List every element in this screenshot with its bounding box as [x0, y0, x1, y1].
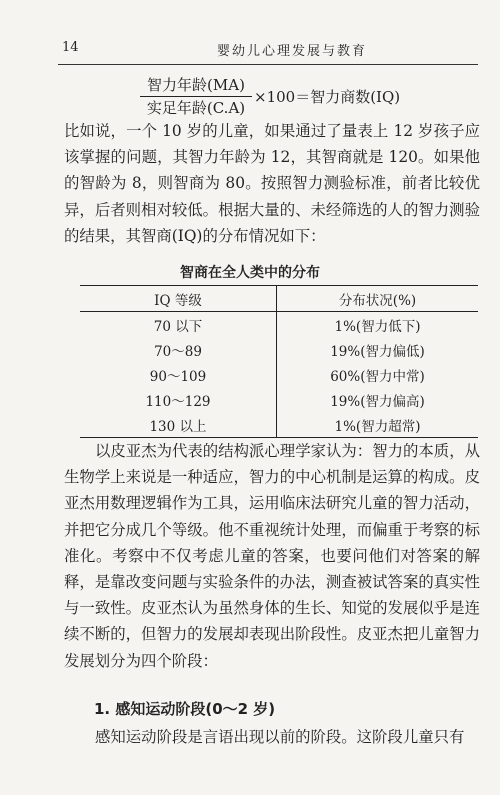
iq-level-cell: 130 以上 [80, 412, 277, 438]
paragraph-piaget-text: 以皮亚杰为代表的结构派心理学家认为：智力的本质，从生物学上来说是一种适应，智力的中心机制是运算的构成。皮亚杰用数理逻辑作为工具，运用临床法研究儿童的智力活动，并把它分成几个等级。他不重视统计处理，而偏重于考察的标准化。考察中不仅考虑儿童的答案，也要问他们对答案的解释，是靠改变问题与实验条件的办法，测查被试答案的真实性与一致性。皮亚杰认为虽然身体的生长、知觉的发展似乎是连续不断的，但智力的发展却表现出阶段性。皮亚杰把儿童智力发展划分为四个阶段： [64, 442, 480, 670]
paragraph-sensorimotor-text: 感知运动阶段是言语出现以前的阶段。这阶段儿童只有 [95, 728, 465, 746]
table-row [80, 337, 478, 362]
formula-numerator: 智力年龄(MA) [140, 74, 252, 97]
table-row [80, 312, 478, 338]
table-row [80, 387, 478, 412]
column-header-iq-level: IQ 等级 [80, 286, 277, 312]
paragraph-piaget [64, 438, 480, 674]
formula-fraction [140, 74, 252, 119]
table-title: 智商在全人类中的分布 [180, 265, 320, 281]
formula-denominator: 实足年龄(C.A) [146, 99, 246, 117]
formula-result: ×100＝智力商数(IQ) [254, 88, 401, 106]
iq-level-cell: 70 以下 [80, 312, 277, 338]
table-header-row [80, 286, 478, 312]
distribution-cell: 19%(智力偏低) [330, 343, 425, 360]
distribution-cell: 60%(智力中常) [330, 368, 425, 385]
distribution-cell: 1%(智力低下) [334, 318, 421, 335]
distribution-cell: 19%(智力偏高) [330, 393, 425, 410]
table-row [80, 362, 478, 387]
page-header [62, 40, 472, 62]
running-title: 婴幼儿心理发展与教育 [217, 44, 368, 59]
header-rule [58, 64, 478, 65]
distribution-cell: 1%(智力超常) [334, 418, 421, 435]
iq-formula [140, 74, 470, 122]
iq-level-cell: 70～89 [80, 337, 277, 362]
paragraph-iq-example: 比如说，一个 10 岁的儿童，如果通过了量表上 12 岁孩子应该掌握的问题，其智力年龄为 12，其智商就是 120。如果他的智龄为 8，则智商为 80。按照智力测验标准，前者比较优异，后者则相对较低。根据大量的、未经筛选的人的智力测验的结果，其智商(IQ)的分布情况如下： [64, 122, 480, 245]
section-heading: 1. 感知运动阶段(0～2 岁) [94, 700, 276, 718]
iq-level-cell: 90～109 [80, 362, 277, 387]
paragraph-sensorimotor [64, 724, 480, 750]
page-number: 14 [62, 40, 79, 55]
column-header-distribution: 分布状况(%) [338, 292, 417, 309]
iq-level-cell: 110～129 [80, 387, 277, 412]
iq-distribution-table [80, 285, 478, 438]
table-row [80, 412, 478, 438]
